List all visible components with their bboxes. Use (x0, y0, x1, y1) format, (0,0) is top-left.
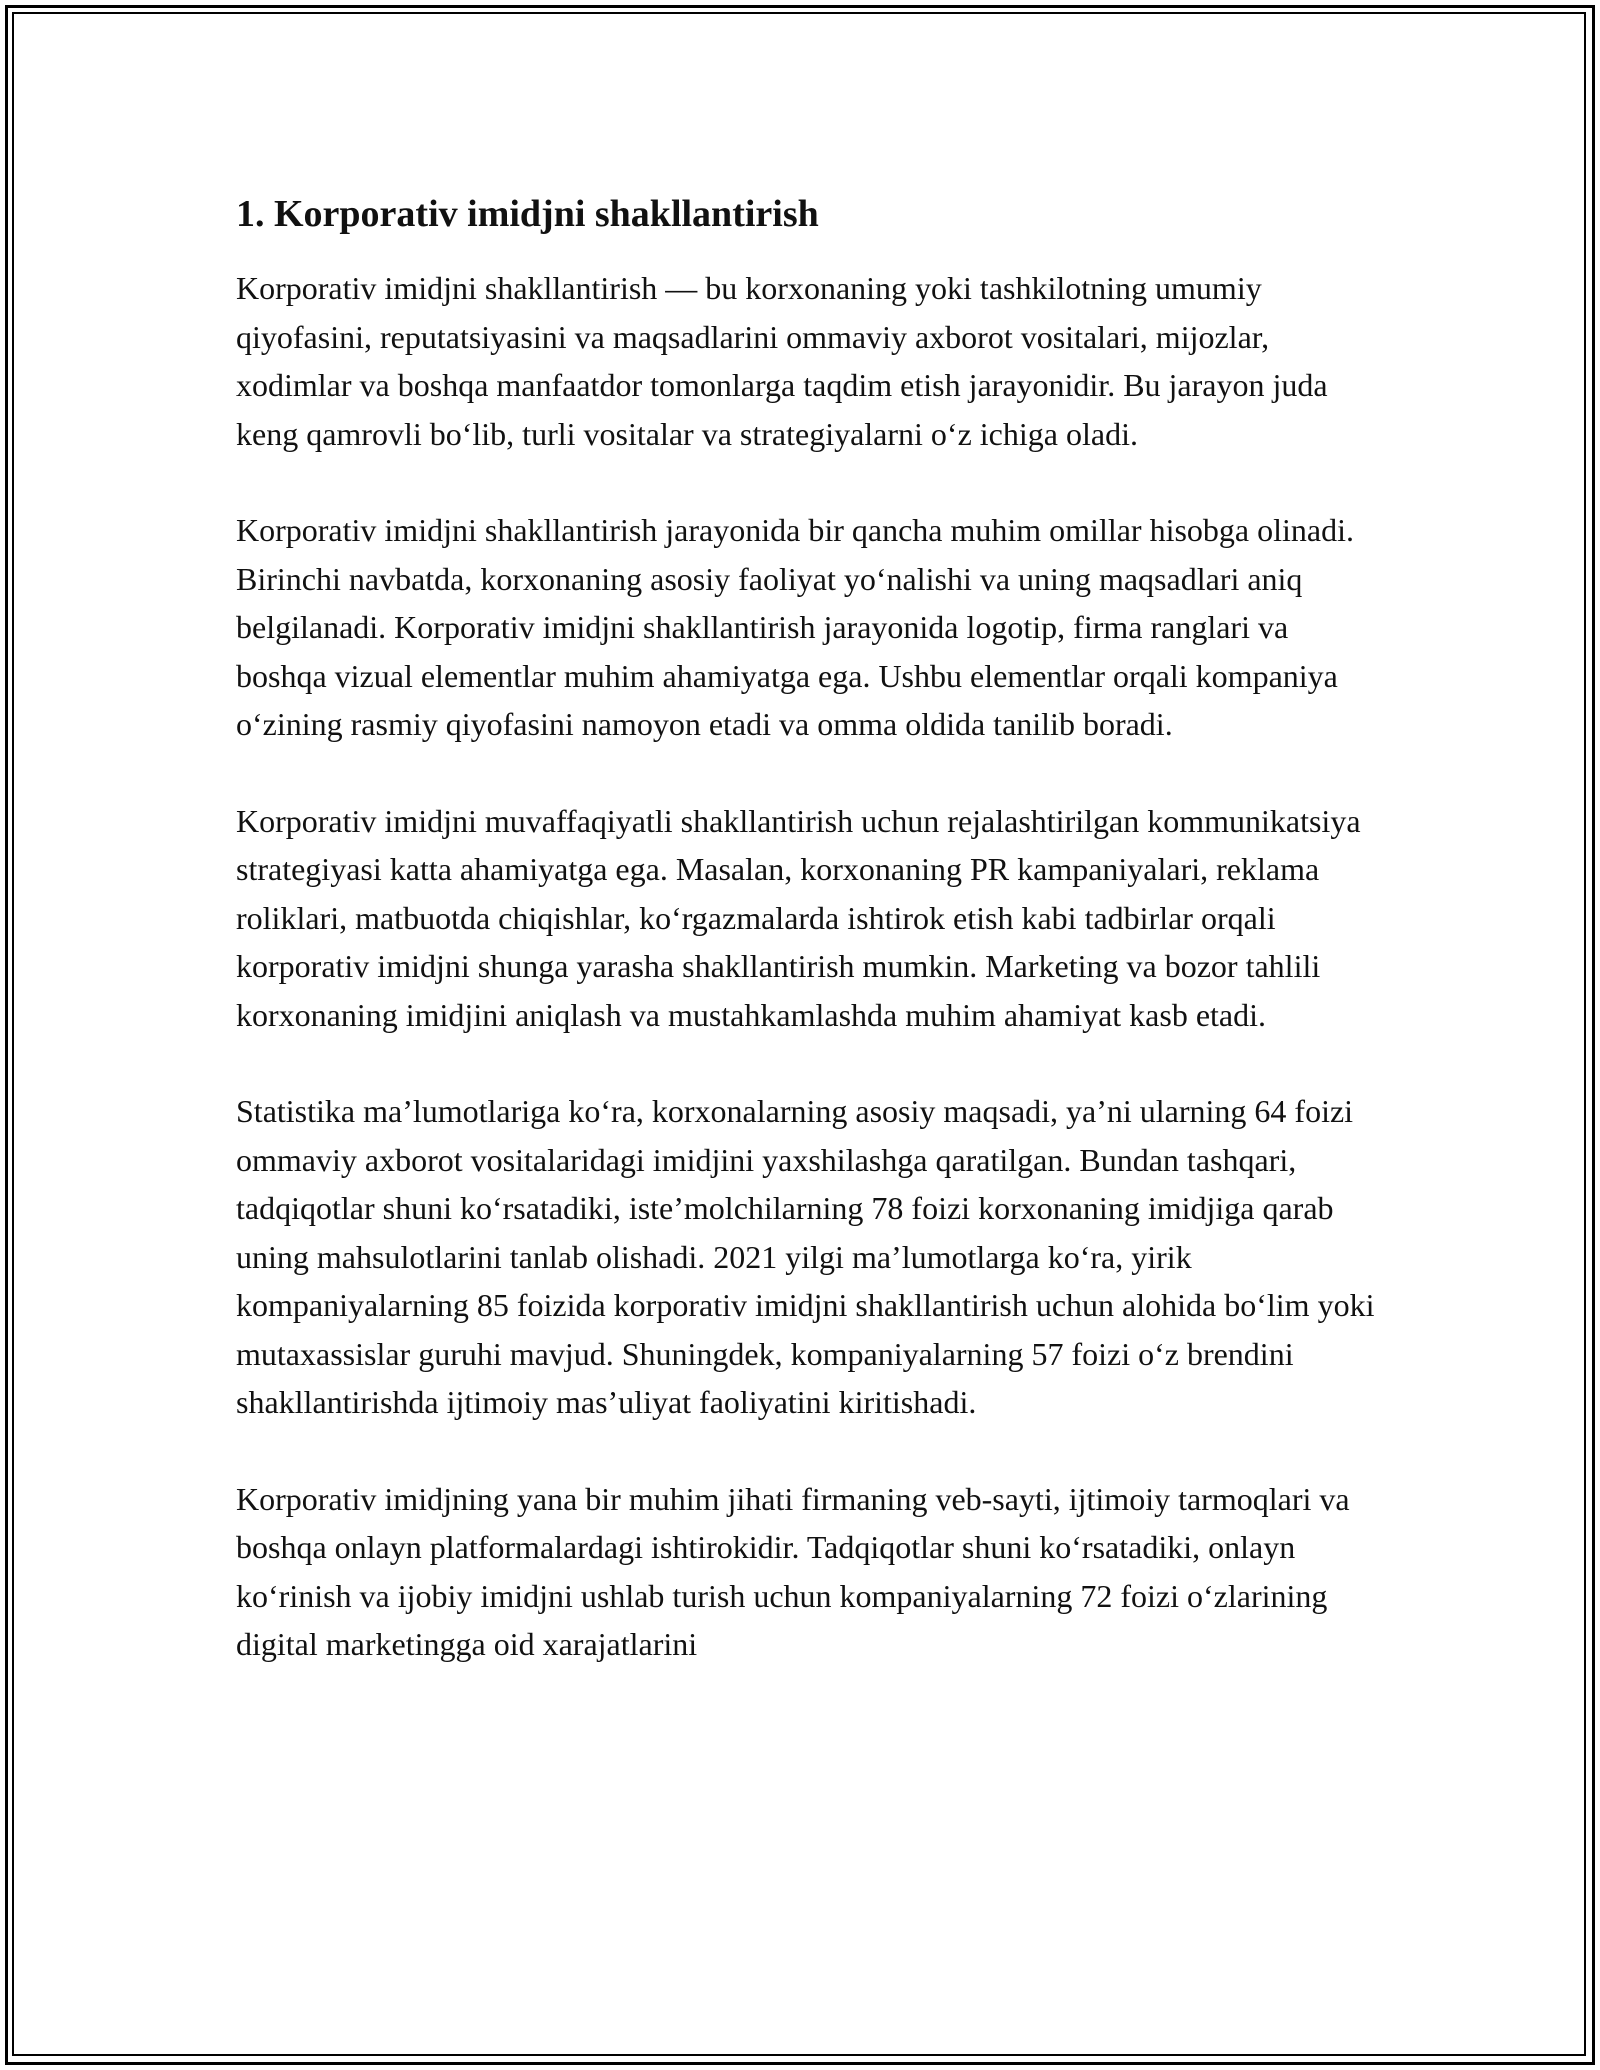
paragraph-2: Korporativ imidjni shakllantirish jarayonida bir qancha muhim omillar hisobga olinadi. Birinchi navbatda, korxonaning asosiy faoliyat yo‘nalishi va uning maqsadlari aniq belgilanadi. Korporativ imidjni shakllantirish jarayonida logotip, firma ranglari va boshqa vizual elementlar muhim ahamiyatga ega. Ushbu elementlar orqali kompaniya o‘zining rasmiy qiyofasini namoyon etadi va omma oldida tanilib boradi. (236, 512, 1354, 742)
paragraph-5: Korporativ imidjning yana bir muhim jihati firmaning veb-sayti, ijtimoiy tarmoqlari va boshqa onlayn platformalardagi ishtirokidir. Tadqiqotlar shuni ko‘rsatadiki, onlayn ko‘rinish va ijobiy imidjni ushlab turish uchun kompaniyalarning 72 foizi o‘zlarining digital marketingga oid xarajatlarini (236, 1480, 1350, 1662)
paragraph-3: Korporativ imidjni muvaffaqiyatli shakllantirish uchun rejalashtirilgan kommunikatsiya strategiyasi katta ahamiyatga ega. Masalan, korxonaning PR kampaniyalari, reklama roliklari, matbuotda chiqishlar, ko‘rgazmalarda ishtirok etish kabi tadbirlar orqali korporativ imidjni shunga yarasha shakllantirish mumkin. Marketing va bozor tahlili korxonaning imidjini aniqlash va mustahkamlashda muhim ahamiyat kasb etadi. (236, 802, 1361, 1033)
paragraph-4: Statistika ma’lumotlariga ko‘ra, korxonalarning asosiy maqsadi, ya’ni ularning 64 foizi ommaviy axborot vositalaridagi imidjini yaxshilashga qaratilgan. Bundan tashqari, tadqiqotlar shuni ko‘rsatadiki, iste’molchilarning 78 foizi korxonaning imidjiga qarab uning mahsulotlarini tanlab olishadi. 2021 yilgi ma’lumotlarga ko‘ra, yirik kompaniyalarning 85 foizida korporativ imidjni shakllantirish uchun alohida bo‘lim yoki mutaxassislar guruhi mavjud. Shuningdek, kompaniyalarning 57 foizi o‘z brendini shakllantirishda ijtimoiy mas’uliyat faoliyatini kiritishadi. (236, 1093, 1375, 1420)
document-body (236, 186, 1376, 1669)
section-heading: 1. Korporativ imidjni shakllantirish (236, 193, 819, 235)
paragraph-1: Korporativ imidjni shakllantirish — bu korxonaning yoki tashkilotning umumiy qiyofasini, reputatsiyasini va maqsadlarini ommaviy axborot vositalari, mijozlar, xodimlar va boshqa manfaatdor tomonlarga taqdim etish jarayonidir. Bu jarayon juda keng qamrovli bo‘lib, turli vositalar va strategiyalarni o‘z ichiga oladi. (236, 270, 1328, 452)
